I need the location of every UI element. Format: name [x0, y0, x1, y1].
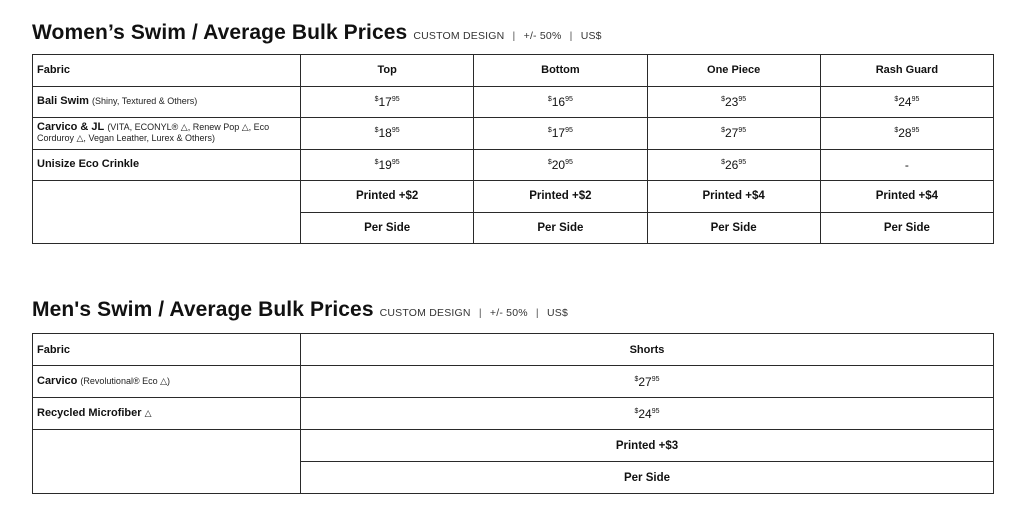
mens-title: Men's Swim / Average Bulk Prices — [32, 298, 374, 321]
womens-price-table — [32, 54, 994, 244]
fabric-note: △ — [144, 408, 152, 418]
header-rash-guard: Rash Guard — [820, 55, 993, 87]
empty-cell — [33, 181, 301, 244]
price-cell: $^{\$}18^{95}$ — [301, 118, 474, 150]
fabric-cell — [33, 118, 301, 150]
printed-cell: Printed +$2 — [301, 181, 474, 213]
fabric-name: Bali Swim — [37, 95, 89, 108]
header-top: Top — [301, 55, 474, 87]
price-cell-empty: - — [820, 149, 993, 181]
price-cell: $^{\$}26^{95}$ — [647, 149, 820, 181]
header-fabric: Fabric — [33, 334, 301, 366]
price-cell: $^{\$}24^{95}$ — [820, 86, 993, 118]
table-row — [33, 149, 994, 181]
price-cell: $^{\$}16^{95}$ — [474, 86, 647, 118]
fabric-note: (VITA, ECONYL® △, Renew Pop △, Eco Corduroy △, Vegan Leather, Lurex & Others) — [37, 122, 270, 144]
price-cell: $^{\$}17^{95}$ — [301, 86, 474, 118]
womens-title: Women’s Swim / Average Bulk Prices — [32, 21, 408, 44]
table-header-row — [33, 55, 994, 87]
mens-meta-currency: US$ — [546, 307, 568, 319]
price-cell: $^{\$}19^{95}$ — [301, 149, 474, 181]
mens-price-table — [32, 333, 994, 494]
price-cell: $^{\$}28^{95}$ — [820, 118, 993, 150]
empty-cell — [33, 430, 301, 494]
womens-meta: CUSTOM DESIGN | +/- 50% | US$ — [413, 30, 602, 42]
price-cell: $^{\$}27^{95}$ — [301, 366, 994, 398]
fabric-name: Carvico — [37, 375, 78, 387]
printed-row — [33, 430, 994, 462]
fabric-name: Unisize Eco Crinkle — [37, 158, 140, 171]
fabric-name: Carvico & JL — [37, 121, 105, 134]
printed-cell: Printed +$4 — [820, 181, 993, 213]
mens-meta-range: +/- 50% — [489, 307, 528, 319]
printed-cell: Printed +$2 — [474, 181, 647, 213]
per-side-cell: Per Side — [647, 212, 820, 244]
table-row — [33, 86, 994, 118]
per-side-cell: Per Side — [301, 462, 994, 494]
fabric-cell — [33, 398, 301, 430]
table-header-row — [33, 334, 994, 366]
header-one-piece: One Piece — [647, 55, 820, 87]
fabric-cell — [33, 366, 301, 398]
fabric-cell — [33, 86, 301, 118]
price-cell: $^{\$}23^{95}$ — [647, 86, 820, 118]
womens-section-title — [32, 21, 602, 45]
mens-section-title — [32, 298, 568, 322]
per-side-cell: Per Side — [474, 212, 647, 244]
price-cell: $^{\$}17^{95}$ — [474, 118, 647, 150]
table-row — [33, 366, 994, 398]
fabric-cell — [33, 149, 301, 181]
table-row — [33, 398, 994, 430]
price-cell: $^{\$}27^{95}$ — [647, 118, 820, 150]
fabric-name: Recycled Microfiber — [37, 407, 142, 419]
printed-cell: Printed +$4 — [647, 181, 820, 213]
printed-row — [33, 181, 994, 213]
womens-meta-design: CUSTOM DESIGN — [413, 30, 505, 42]
printed-cell: Printed +$3 — [301, 430, 994, 462]
per-side-cell: Per Side — [820, 212, 993, 244]
womens-meta-currency: US$ — [580, 30, 602, 42]
header-bottom: Bottom — [474, 55, 647, 87]
per-side-cell: Per Side — [301, 212, 474, 244]
mens-meta: CUSTOM DESIGN | +/- 50% | US$ — [379, 307, 568, 319]
table-row — [33, 118, 994, 150]
fabric-note: (Revolutional® Eco △) — [80, 376, 171, 386]
price-cell: $^{\$}24^{95}$ — [301, 398, 994, 430]
header-shorts: Shorts — [301, 334, 994, 366]
header-fabric: Fabric — [33, 55, 301, 87]
price-cell: $^{\$}20^{95}$ — [474, 149, 647, 181]
mens-meta-design: CUSTOM DESIGN — [379, 307, 471, 319]
womens-meta-range: +/- 50% — [523, 30, 562, 42]
fabric-note: (Shiny, Textured & Others) — [92, 96, 198, 107]
